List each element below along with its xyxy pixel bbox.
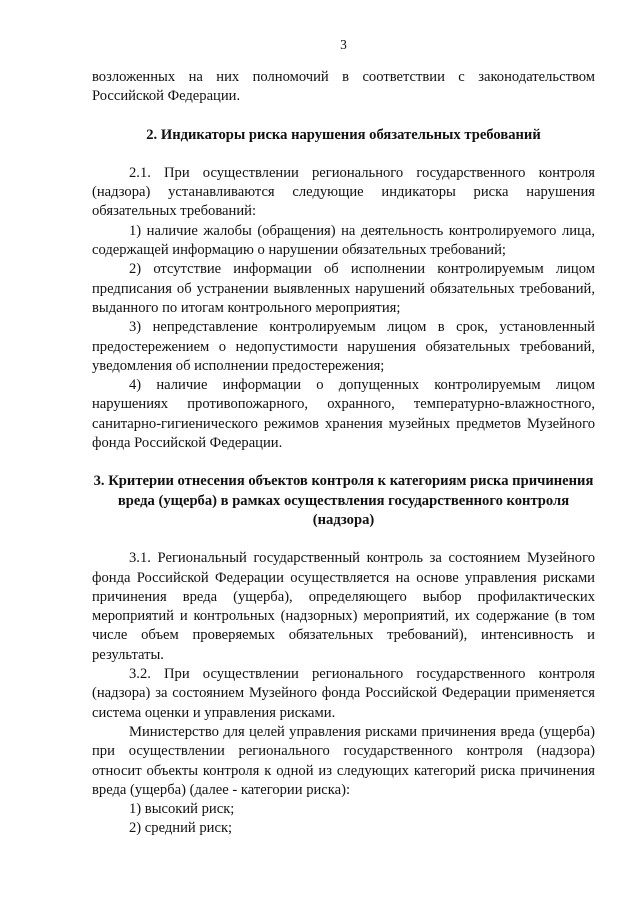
paragraph: Министерство для целей управления рисками причинения вреда (ущерба) при осуществлении регионального государственного контроля (надзора) относит объекты контроля к одной из следующих категорий риска причинения вреда (ущерба) (далее - категории риска): (92, 723, 595, 798)
spacer (92, 107, 595, 126)
paragraph: 2) средний риск; (129, 820, 233, 837)
paragraph: 3) непредставление контролируемым лицом в срок, установленный предостережением о недопустимости нарушения обязательных требований, уведомления об исполнении предостережения; (92, 319, 595, 374)
paragraph: 1) наличие жалобы (обращения) на деятельность контролируемого лица, содержащей информацию о нарушении обязательных требований; (92, 222, 595, 259)
document-body (92, 68, 595, 839)
section-heading: 3. Критерии отнесения объектов контроля к категориям риска причинения вреда (ущерба) в рамках осуществления государственного контроля (надзора) (93, 473, 594, 528)
section-heading: 2. Индикаторы риска нарушения обязательных требований (146, 126, 541, 143)
paragraph: 4) наличие информации о допущенных контролируемым лицом нарушениях противопожарного, охранного, температурно-влажностного, санитарно-гигиенического режимов хранения музейных предметов Музейного фонда Российской Федерации. (92, 377, 595, 452)
paragraph: 1) высокий риск; (129, 801, 235, 818)
page-number: 3 (340, 37, 347, 52)
paragraph: 2.1. При осуществлении регионального государственного контроля (надзора) устанавливаются следующие индикаторы риска нарушения обязательных требований: (92, 164, 595, 220)
spacer (92, 145, 595, 164)
paragraph: 2) отсутствие информации об исполнении контролируемым лицом предписания об устранении выявленных нарушений обязательных требований, выданного по итогам контрольного мероприятия; (92, 261, 595, 316)
paragraph: 3.1. Региональный государственный контроль за состоянием Музейного фонда Российской Федерации осуществляется на основе управления рисками причинения вреда (ущерба), определяющего выбор профилактических мероприятий и контрольных (надзорных) мероприятий, их содержание (в том числе объем проверяемых обязательных требований), интенсивность и результаты. (92, 550, 595, 663)
spacer (92, 453, 595, 472)
paragraph: 3.2. При осуществлении регионального государственного контроля (надзора) за состоянием Музейного фонда Российской Федерации применяется система оценки и управления рисками. (92, 666, 595, 721)
spacer (92, 530, 595, 549)
paragraph: возложенных на них полномочий в соответствии с законодательством Российской Федерации. (92, 69, 595, 105)
